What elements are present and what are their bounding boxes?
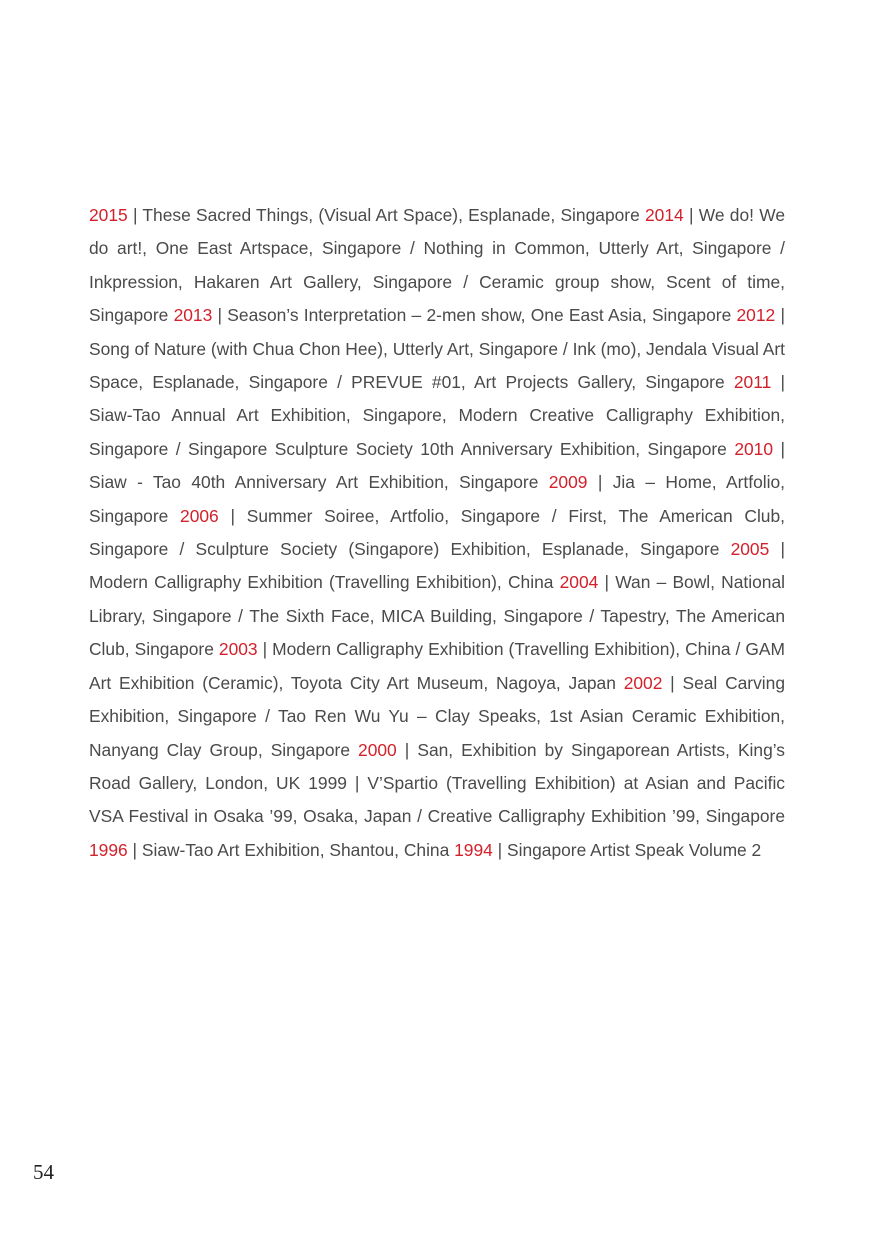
exhibition-entry: | Seal Carving Exhibition, Singapore / Tao Ren Wu Yu – Clay Speaks, 1st Asian Ceramic Exhibition, Nanyang Clay Group, Singapore (89, 672, 785, 760)
exhibition-year: 2013 (173, 305, 213, 326)
exhibition-year: 2009 (548, 472, 588, 493)
exhibition-entry: | Modern Calligraphy Exhibition (Travelling Exhibition), China (89, 539, 785, 593)
exhibition-entry: | Season’s Interpretation – 2-men show, One East Asia, Singapore (212, 305, 737, 326)
exhibition-entry: | Siaw - Tao 40th Anniversary Art Exhibition, Singapore (89, 438, 785, 493)
exhibition-entry: | Siaw-Tao Art Exhibition, Shantou, China (127, 839, 455, 860)
exhibition-entry: | Song of Nature (with Chua Chon Hee), Utterly Art, Singapore / Ink (mo), Jendala Visual Art Space, Esplanade, Singapore / PREVUE #01, Art Projects Gallery, Singapore (89, 305, 785, 393)
exhibition-entry: | San, Exhibition by Singaporean Artists, King’s Road Gallery, London, UK 1999 | V’Spartio (Travelling Exhibition) at Asian and Pacific VSA Festival in Osaka ’99, Osaka, Japan / Creative Calligraphy Exhibition ’99, Singapore (89, 739, 785, 827)
exhibition-entry: | Summer Soiree, Artfolio, Singapore / First, The American Club, Singapore / Sculpture Society (Singapore) Exhibition, Esplanade, Singapore (89, 505, 785, 560)
exhibition-year: 1994 (454, 839, 493, 860)
exhibition-entry: | Singapore Artist Speak Volume 2 (492, 839, 762, 860)
exhibition-entry: | Jia – Home, Artfolio, Singapore (89, 472, 786, 526)
page-number: 54 (33, 1160, 54, 1184)
exhibition-year: 2006 (180, 505, 219, 526)
exhibition-year: 2003 (218, 639, 258, 660)
exhibition-entry: | Wan – Bowl, National Library, Singapore / The Sixth Face, MICA Building, Singapore / Tapestry, The American Club, Singapore (89, 572, 785, 660)
exhibition-year: 2014 (645, 205, 684, 225)
exhibition-year: 2012 (736, 305, 776, 326)
exhibition-entry: | These Sacred Things, (Visual Art Space), Esplanade, Singapore (127, 205, 646, 225)
exhibition-year: 2002 (623, 672, 663, 693)
exhibition-entry: | Siaw-Tao Annual Art Exhibition, Singapore, Modern Creative Calligraphy Exhibition, Singapore / Singapore Sculpture Society 10th Anniversary Exhibition, Singapore (89, 372, 786, 459)
exhibition-entry: | We do! We do art!, One East Artspace, Singapore / Nothing in Common, Utterly Art, Singapore / Inkpression, Hakaren Art Gallery, Singapore / Ceramic group show, Scent of time, Singapore (89, 205, 785, 326)
exhibition-year: 2015 (89, 205, 128, 225)
exhibition-year: 2010 (734, 438, 773, 459)
exhibition-year: 2000 (358, 739, 397, 760)
exhibition-year: 2004 (559, 572, 599, 593)
exhibition-year: 1996 (89, 839, 128, 860)
exhibition-entry: | Modern Calligraphy Exhibition (Travelling Exhibition), China / GAM Art Exhibition (Ceramic), Toyota City Art Museum, Nagoya, Japan (89, 639, 786, 693)
exhibition-year: 2005 (730, 539, 770, 560)
exhibition-list-paragraph (89, 199, 785, 867)
exhibition-year: 2011 (733, 372, 772, 393)
